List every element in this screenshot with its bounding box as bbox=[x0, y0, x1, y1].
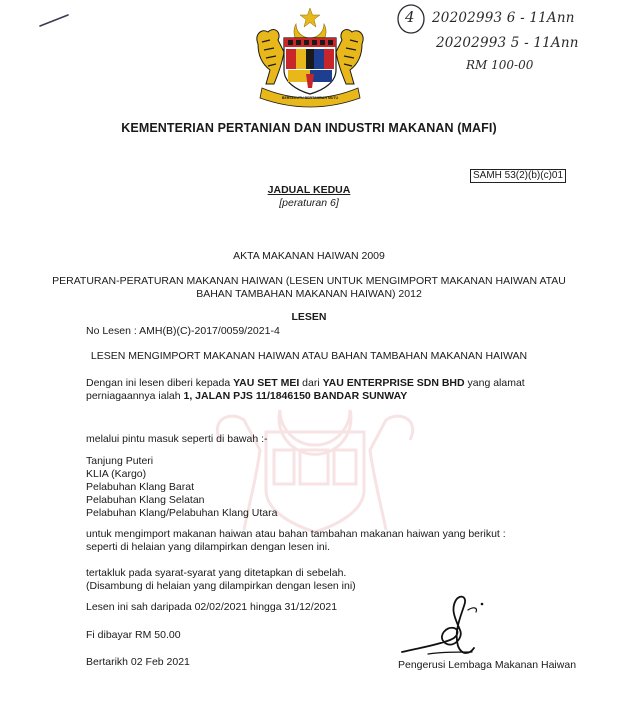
validity-period: Lesen ini sah daripada 02/02/2021 hingga 31/12/2021 bbox=[86, 601, 338, 613]
list-item: KLIA (Kargo) bbox=[86, 468, 147, 480]
regulations-line1: PERATURAN-PERATURAN MAKANAN HAIWAN (LESEN UNTUK MENGIMPORT MAKANAN HAIWAN ATAU bbox=[52, 275, 566, 287]
entry-intro: melalui pintu masuk seperti di bawah :- bbox=[86, 433, 268, 445]
ministry-heading: KEMENTERIAN PERTANIAN DAN INDUSTRI MAKANAN (MAFI) bbox=[121, 121, 497, 135]
business-address: 1, JALAN PJS 11/1846150 BANDAR SUNWAY bbox=[183, 390, 408, 402]
grant-suffix: yang alamat bbox=[467, 377, 525, 389]
schedule-subtitle: [peraturan 6] bbox=[279, 197, 339, 209]
list-item: Pelabuhan Klang Selatan bbox=[86, 494, 205, 506]
handwritten-note-line2: 20202993 5 - 11Ann bbox=[436, 35, 579, 51]
conditions-line2: (Disambung di helaian yang dilampirkan dengan lesen ini) bbox=[86, 580, 356, 592]
handwritten-note-line3: RM 100-00 bbox=[466, 58, 534, 72]
import-text-line1: untuk mengimport makanan haiwan atau bahan tambahan makanan haiwan yang berikut : bbox=[86, 528, 506, 540]
pen-stroke-mark bbox=[38, 12, 70, 28]
license-number-row bbox=[86, 325, 280, 338]
grant-prefix: Dengan ini lesen diberi kepada bbox=[86, 377, 231, 389]
license-number-label: No Lesen : bbox=[86, 325, 137, 337]
issue-date: Bertarikh 02 Feb 2021 bbox=[86, 656, 190, 668]
signature bbox=[398, 590, 498, 662]
license-number-value: AMH(B)(C)-2017/0059/2021-4 bbox=[139, 325, 280, 337]
list-item: Pelabuhan Klang Barat bbox=[86, 481, 194, 493]
import-text-line2: seperti di helaian yang dilampirkan dengan lesen ini. bbox=[86, 541, 330, 553]
license-holder-name: YAU SET MEI bbox=[233, 377, 300, 389]
entry-point-list bbox=[86, 455, 277, 520]
regulations-line2: BAHAN TAMBAHAN MAKANAN HAIWAN) 2012 bbox=[196, 288, 422, 300]
address-prefix: perniagaannya ialah bbox=[86, 390, 181, 402]
crest-motto: BERSEKUTU BERTAMBAH MUTU bbox=[281, 96, 339, 100]
form-reference-code: SAMH 53(2)(b)(c)01 bbox=[470, 169, 566, 183]
license-type: LESEN MENGIMPORT MAKANAN HAIWAN ATAU BAHAN TAMBAHAN MAKANAN HAIWAN bbox=[90, 350, 528, 362]
handwritten-note-line1: 20202993 6 - 11Ann bbox=[432, 10, 575, 26]
list-item: Tanjung Puteri bbox=[86, 455, 154, 467]
grant-line1 bbox=[86, 377, 525, 390]
grant-line2 bbox=[86, 390, 407, 403]
schedule-title: JADUAL KEDUA bbox=[267, 184, 351, 196]
signatory-title: Pengerusi Lembaga Makanan Haiwan bbox=[398, 659, 577, 671]
crest-emblem bbox=[248, 4, 372, 110]
grant-from: dari bbox=[302, 377, 320, 389]
fee-paid: Fi dibayar RM 50.00 bbox=[86, 629, 181, 641]
list-item: Pelabuhan Klang/Pelabuhan Klang Utara bbox=[86, 507, 278, 519]
company-name: YAU ENTERPRISE SDN BHD bbox=[322, 377, 465, 389]
lesen-heading: LESEN bbox=[291, 311, 327, 323]
act-title: AKTA MAKANAN HAIWAN 2009 bbox=[233, 250, 385, 262]
conditions-line1: tertakluk pada syarat-syarat yang ditetapkan di sebelah. bbox=[86, 567, 347, 579]
handwritten-circle-number: 4 bbox=[405, 8, 415, 26]
